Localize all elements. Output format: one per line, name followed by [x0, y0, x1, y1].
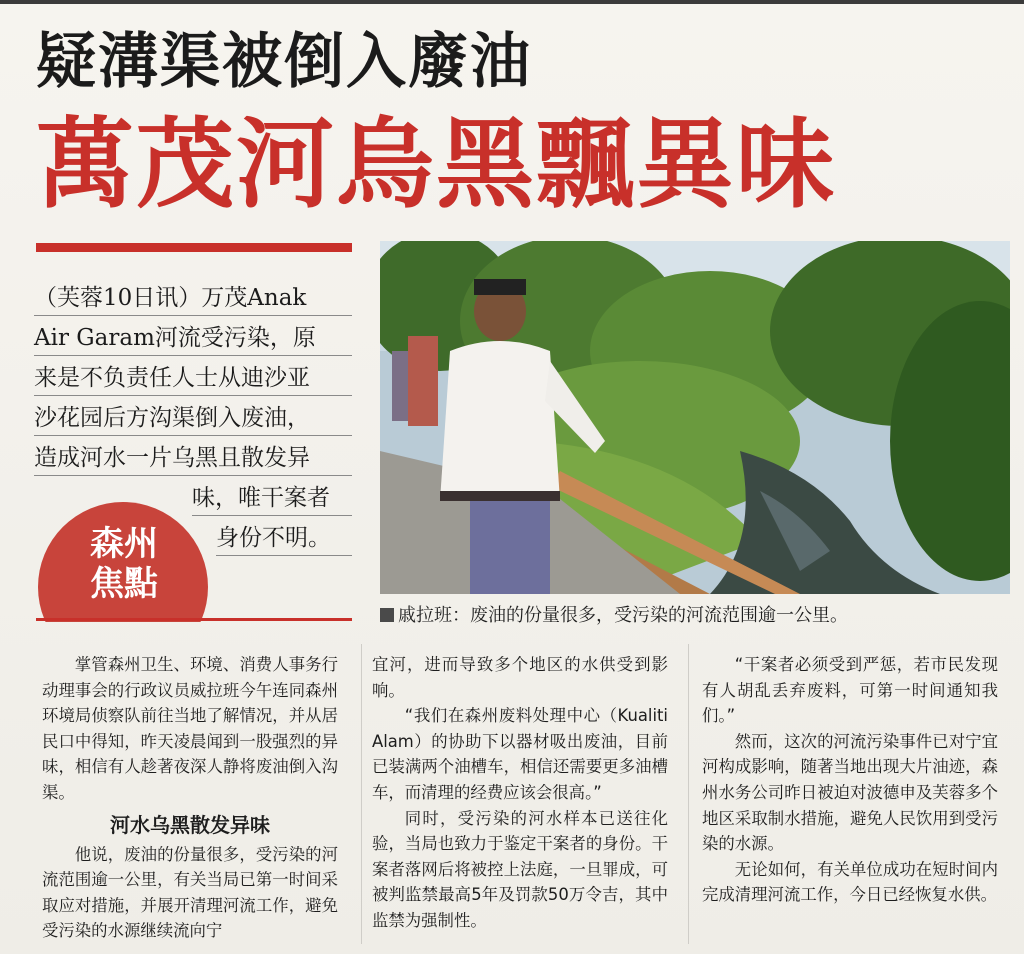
- body-paragraph: 宜河，进而导致多个地区的水供受到影响。: [372, 655, 668, 700]
- lead-line: Air Garam河流受污染，原: [34, 320, 352, 356]
- kicker-headline: 疑溝渠被倒入廢油: [36, 27, 532, 97]
- body-column-3: [702, 652, 998, 908]
- caption-text: 戚拉班：废油的份量很多，受污染的河流范围逾一公里。: [398, 605, 848, 626]
- lead-line: 沙花园后方沟渠倒入废油，: [34, 400, 352, 436]
- badge-line: 森州: [90, 524, 158, 564]
- lead-bottom-bar: [36, 618, 352, 621]
- lead-top-bar: [36, 243, 352, 252]
- column-divider: [361, 644, 362, 944]
- column-badge: [38, 502, 210, 622]
- lead-line: 味，唯干案者: [192, 480, 352, 516]
- caption-marker-icon: [380, 608, 394, 622]
- badge-text: [74, 524, 174, 604]
- news-photo: [380, 241, 1010, 594]
- body-paragraph: 无论如何，有关单位成功在短时间内完成清理河流工作，今日已经恢复水供。: [702, 859, 998, 905]
- body-paragraph: 然而，这次的河流污染事件已对宁宜河构成影响，随著当地出现大片油迹，森州水务公司昨日被迫对波德申及芙蓉多个地区采取制水措施，避免人民饮用到受污染的水源。: [702, 731, 998, 854]
- body-paragraph: 掌管森州卫生、环境、消费人事务行动理事会的行政议员威拉班今午连同森州环境局侦察队前往当地了解情况，并从居民口中得知，昨天凌晨闻到一股强烈的异味，相信有人趁著夜深人静将废油倒入沟渠。: [42, 655, 338, 802]
- body-column-1: [42, 652, 338, 944]
- lead-line: 来是不负责任人士从迪沙亚: [34, 360, 352, 396]
- body-paragraph: 同时，受污染的河水样本已送往化验，当局也致力于鉴定干案者的身份。干案者落网后将被控上法庭，一旦罪成，可被判监禁最高5年及罚款50万令吉，其中监禁为强制性。: [372, 808, 668, 930]
- column-divider: [688, 644, 689, 944]
- section-subhead: 河水乌黑散发异味: [110, 812, 270, 837]
- body-paragraph: “干案者必须受到严惩，若市民发现有人胡乱丢弃废料，可第一时间通知我们。”: [702, 655, 998, 726]
- body-paragraph: 他说，废油的份量很多，受污染的河流范围逾一公里，有关当局已第一时间采取应对措施，并展开清理河流工作，避免受污染的水源继续流向宁: [42, 844, 338, 941]
- photo-caption: [380, 603, 1010, 629]
- top-rule: [0, 0, 1024, 4]
- body-paragraph: “我们在森州废料处理中心（Kualiti Alam）的协助下以器材吸出废油，目前已装满两个油槽车，相信还需要更多油槽车，而清理的经费应该会很高。”: [372, 706, 668, 802]
- lead-line: 身份不明。: [216, 520, 352, 556]
- main-headline: 萬茂河烏黑飄異味: [36, 107, 837, 222]
- photo-illustration: [380, 241, 1010, 594]
- badge-line: 焦點: [90, 564, 158, 604]
- lead-line: 造成河水一片乌黑且散发异: [34, 440, 352, 476]
- lead-line: （芙蓉10日讯）万茂Anak: [34, 280, 352, 316]
- body-column-2: [372, 652, 668, 934]
